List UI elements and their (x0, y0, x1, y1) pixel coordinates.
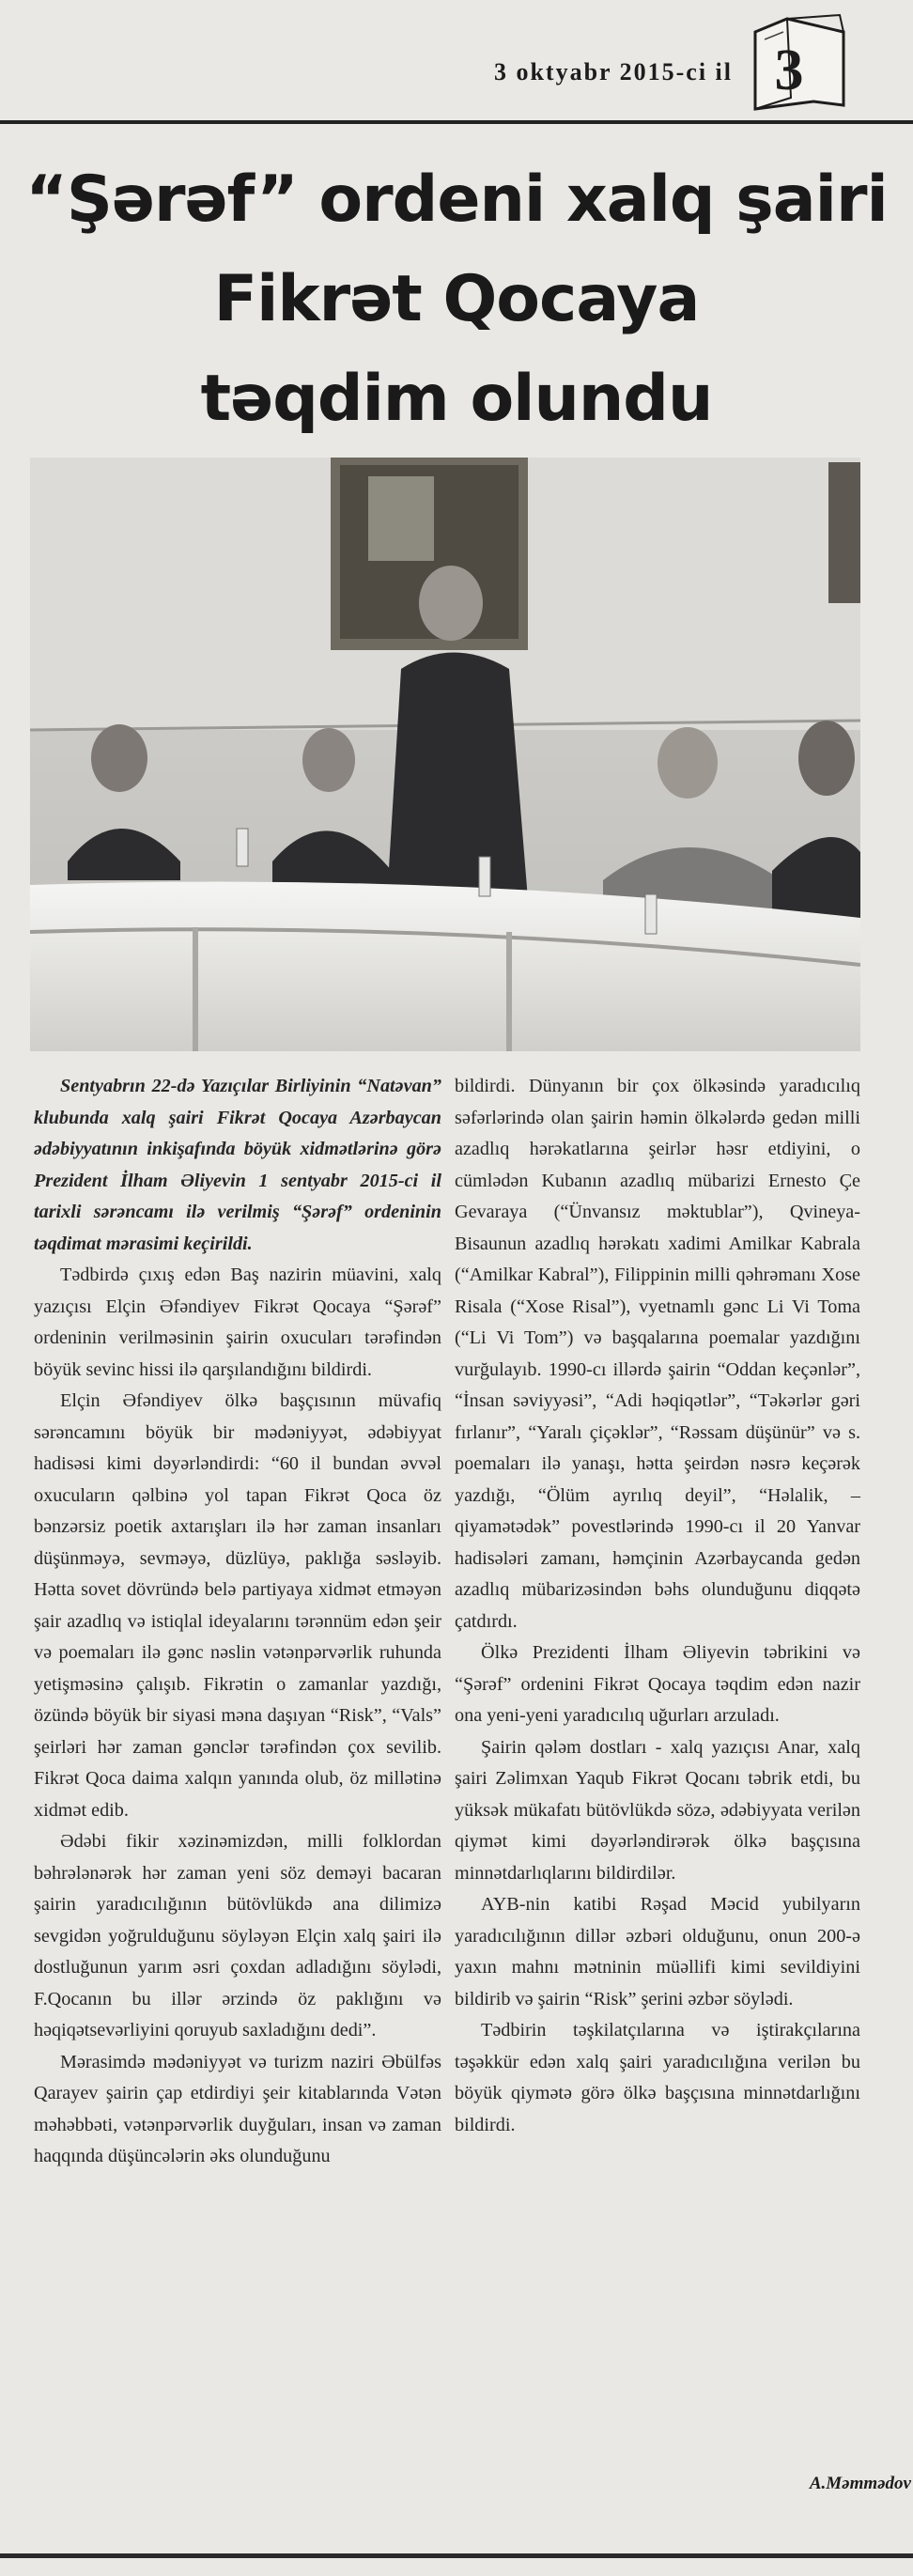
article-title (0, 150, 913, 449)
article-paragraph: Şairin qələm dostları - xalq yazıçısı Anar, xalq şairi Zəlimxan Yaqub Fikrət Qocanı təbrik etdi, bu yüksək mükafatı bütövlükdə sözə, ədəbiyyata verilən qiymət kimi dəyərləndirərək ölkə başçısına minnətdarlıqlarını bildirdilər. (455, 1736, 860, 1884)
article-paragraph: Ölkə Prezidenti İlham Əliyevin təbrikini və “Şərəf” ordenini Fikrət Qocaya təqdim edən nazir ona yeni-yeni yaradıcılıq uğurları arzuladı. (455, 1642, 860, 1726)
ceremony-photo (30, 458, 860, 1051)
article-paragraph: Mərasimdə mədəniyyət və turizm naziri Əbülfəs Qarayev şairin çap etdirdiyi şeir kitablarında Vətən məhəbbəti, vətənpərvərlik duyğuları, insan və zaman haqqında düşüncələrin əks olunduğunu (34, 2051, 441, 2166)
article-paragraph: Tədbirin təşkilatçılarına və iştirakçılarına təşəkkür edən xalq şairi yaradıcılığına verilən bu böyük qiymətə görə ölkə başçısına minnətdarlığını bildirdi. (455, 2020, 860, 2135)
article-column-right (455, 1071, 860, 2141)
footer-rule (0, 2553, 913, 2558)
title-line: təqdim olundu (200, 362, 713, 436)
article-paragraph: Ədəbi fikir xəzinəmizdən, milli folklordan bəhrələnərək hər zaman yeni söz deməyi bacaran şairin yaradıcılığının bütövlükdə ana dilimizə sevgidən yoğrulduğunu söyləyən Elçin xalq şairi ilə dostluğunun yarım əsri çoxdan adladığını söylədi, F.Qocanın bu illər ərzində öz paklığını və həqiqətsevərliyini qoruyub saxladığını dedi”. (34, 1831, 441, 2041)
header-rule (0, 120, 913, 124)
title-line: “Şərəf” ordeni xalq şairi (25, 163, 888, 237)
article-lead: Sentyabrın 22-də Yazıçılar Birliyinin “Natəvan” klubunda xalq şairi Fikrət Qocaya Azərbaycan ədəbiyyatının inkişafında böyük xidmətlərinə görə Prezident İlham Əliyevin 1 sentyabr 2015-ci il tarixli sərəncamı ilə verilmiş “Şərəf” ordeninin təqdimat mərasimi keçirildi. (34, 1076, 441, 1254)
author-signature: A.Məmmədov (809, 2474, 911, 2493)
article-paragraph: AYB-nin katibi Rəşad Məcid yubilyarın yaradıcılığının dillər əzbəri olduğunu, onun 200-ə yaxın mahnı mətninin müəllifi kimi sevildiyini bildirib və şairin “Risk” şerini əzbər söylədi. (455, 1894, 860, 2010)
header-date: 3 oktyabr 2015-ci il (493, 58, 733, 85)
article-paragraph: bildirdi. Dünyanın bir çox ölkəsində yaradıcılıq səfərlərində olan şairin həmin ölkələrdə gedən milli azadlıq hərəkatlarına şeirlər həsr etdiyini, o cümlədən Kubanın azadlıq mübarizi Ernesto Çe Gevaraya (“Ünvansız məktublar”), Qvineya-Bisaunun azadlıq hərəkatı xadimi Amilkar Kabrala (“Amilkar Kabral”), Filippinin milli qəhrəmanı Xose Risala (“Xose Risal”), vyetnamlı gənc Li Vi Toma (“Li Vi Tom”) və başqalarına poemalar yazdığını vurğulayıb. 1990-cı illərdə şairin “Oddan keçənlər”, “İnsan səviyyəsi”, “Adi həqiqətlər”, “Təkərlər gəri fırlanır”, “Yaralı çiçəklər”, “Rəssam düşünür” və s. poemaları ilə yanaşı, hətta şeirdən nəsrə keçərək yazdığı, “Ölüm ayrılıq deyil”, “Həlalik, – qiyamətədək” povestlərində 1990-cı il 20 Yanvar hadisələri zamanı, həmçinin Azərbaycanda gedən azadlıq mübarizəsindən bəhs olunduğunu diqqətə çatdırdı. (455, 1076, 860, 1632)
article-paragraph: Tədbirdə çıxış edən Baş nazirin müavini, xalq yazıçısı Elçin Əfəndiyev Fikrət Qocaya “Şərəf” ordeninin verilməsinin şairin oxucuları tərəfindən böyük sevinc hissi ilə qarşılandığını bildirdi. (34, 1265, 441, 1380)
page-number: 3 (774, 39, 804, 102)
title-line: Fikrət Qocaya (213, 262, 700, 336)
article-column-left (34, 1071, 441, 2173)
article-paragraph: Elçin Əfəndiyev ölkə başçısının müvafiq sərəncamını böyük bir mədəniyyət, ədəbiyyat hadisəsi kimi dəyərləndirdi: “60 il bundan əvvəl oxucuların qəlbinə yol tapan Fikrət Qoca öz bənzərsiz poetik axtarışları ilə hər zaman insanları düşünməyə, sevməyə, düzlüyə, paklığa səsləyib. Hətta sovet dövründə belə partiyaya xidmət etməyən şair azadlıq və istiqlal ideyalarını tərənnüm edən şeir və poemaları ilə gənc nəslin vətənpərvərlik ruhunda yetişməsinə çalışıb. Fikrətin o zamanlar yazdığı, özündə böyük bir siyasi məna daşıyan “Risk”, “Vals” şeirləri hər zaman gənclər tərəfindən çox sevilib. Fikrət Qoca daima xalqın yanında olub, öz millətinə xidmət edib. (34, 1390, 441, 1821)
